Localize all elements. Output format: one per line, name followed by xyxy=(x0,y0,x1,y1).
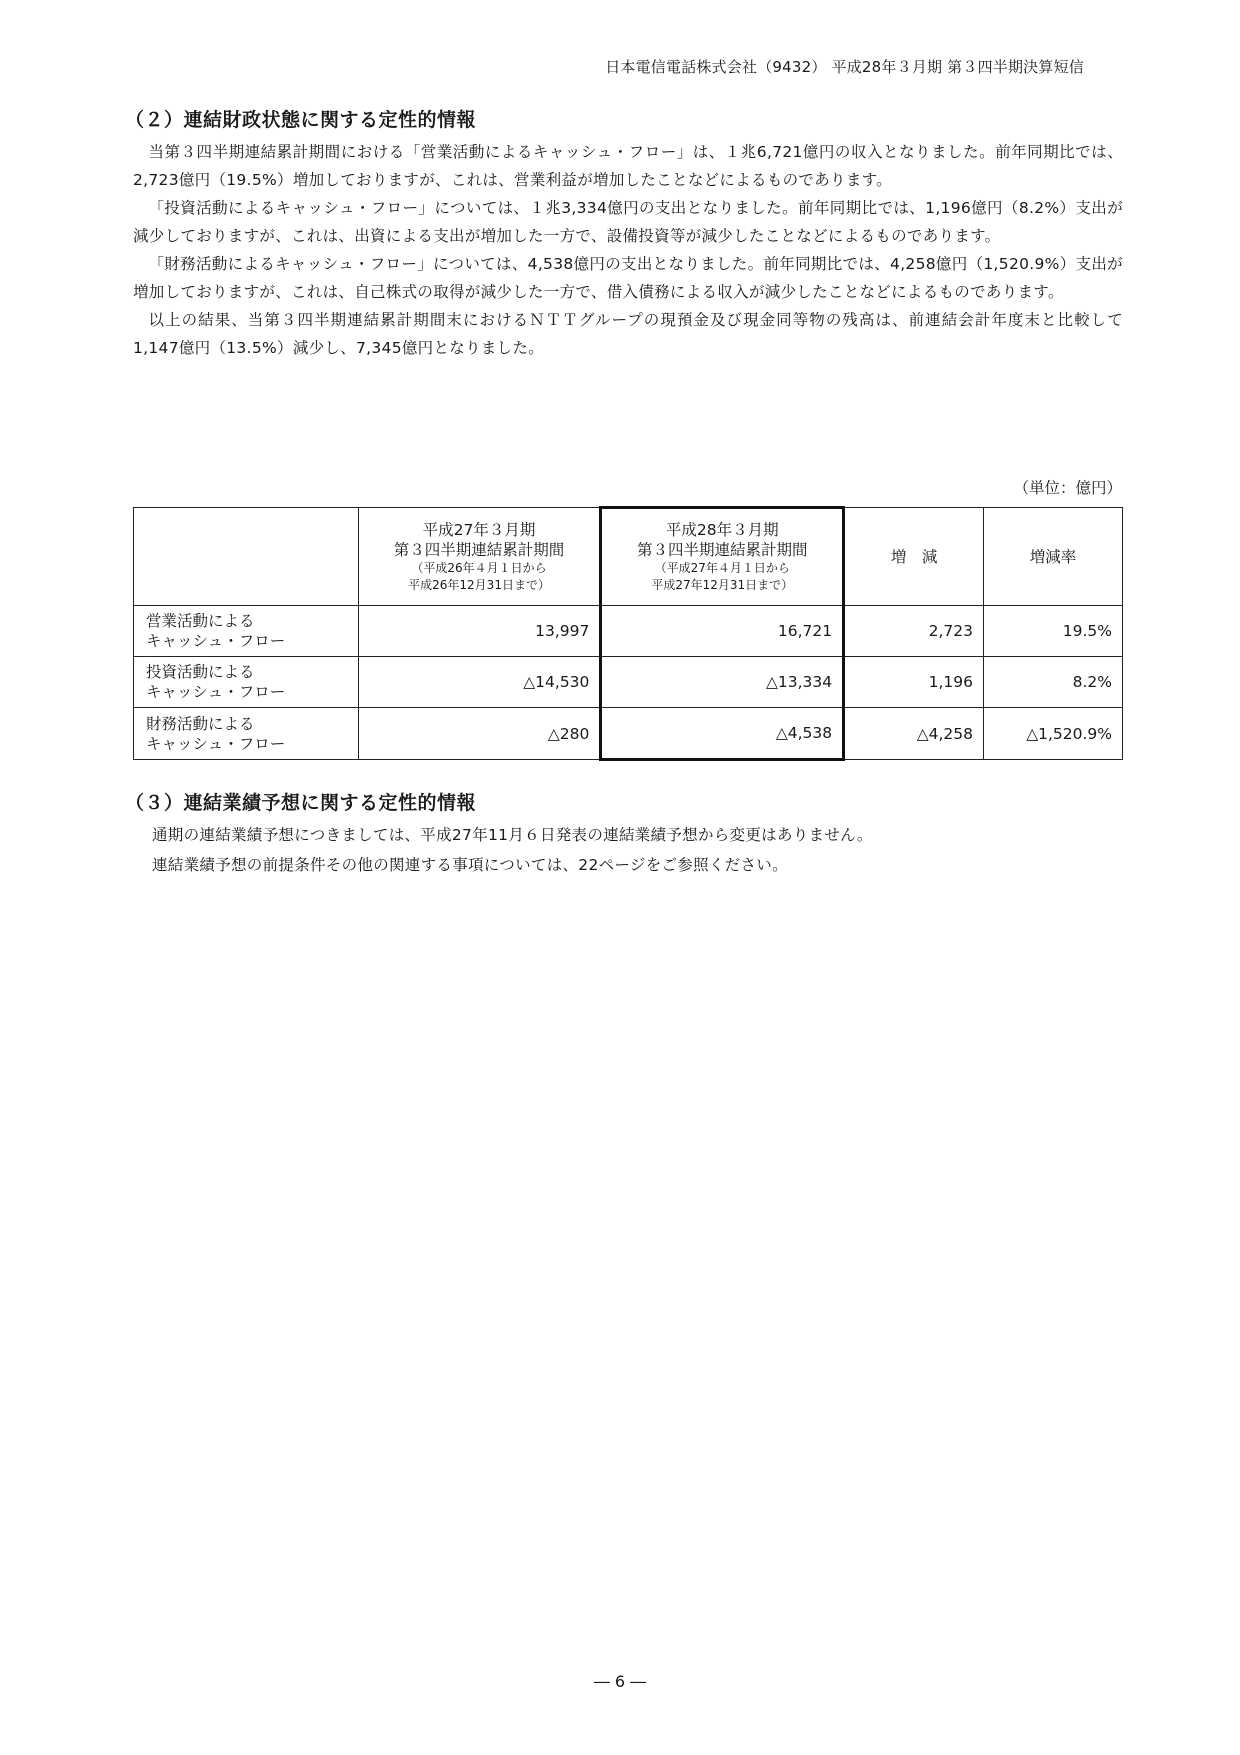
paragraph-investing-cf: 「投資活動によるキャッシュ・フロー」については、１兆3,334億円の支出となりました。前年同期比では、1,196億円（8.2%）支出が減少しておりますが、これは、出資による支出が増加した一方で、設備投資等が減少したことなどによるものであります。 xyxy=(133,199,1123,245)
document-header: 日本電信電話株式会社（9432） 平成28年３月期 第３四半期決算短信 xyxy=(605,58,1084,76)
header-prev-line1: 平成27年３月期 xyxy=(422,520,536,539)
cell-prev: 13,997 xyxy=(358,606,601,657)
header-prev-period xyxy=(358,508,601,606)
page-number: ― 6 ― xyxy=(593,1672,647,1691)
paragraph-cash-balance: 以上の結果、当第３四半期連結累計期間末におけるＮＴＴグループの現預金及び現金同等物の残高は、前連結会計年度末と比較して1,147億円（13.5%）減少し、7,345億円となりました。 xyxy=(133,311,1123,357)
header-curr-period xyxy=(601,508,844,606)
header-curr-line1: 平成28年３月期 xyxy=(665,521,779,539)
header-prev-sub2: 平成26年12月31日まで） xyxy=(408,577,550,592)
header-curr-sub1: （平成27年４月１日から xyxy=(654,561,790,575)
cell-rate: 8.2% xyxy=(984,657,1123,708)
table-row xyxy=(134,708,1123,760)
table-header-row xyxy=(134,508,1123,606)
header-curr-line2: 第３四半期連結累計期間 xyxy=(637,541,808,559)
header-prev-sub1: （平成26年４月１日から xyxy=(411,560,547,575)
cell-change: 1,196 xyxy=(844,657,984,708)
cell-change: 2,723 xyxy=(844,606,984,657)
section-3-title: （３）連結業績予想に関する定性的情報 xyxy=(125,792,477,814)
section-3-body xyxy=(152,820,1112,880)
row-label xyxy=(134,657,359,708)
header-prev-line2: 第３四半期連結累計期間 xyxy=(393,540,565,559)
section-2-body xyxy=(133,138,1123,362)
table-unit-label: （単位：億円） xyxy=(1013,479,1122,497)
forecast-line: 連結業績予想の前提条件その他の関連する事項については、22ページをご参照ください。 xyxy=(152,856,788,874)
section-2-title: （２）連結財政状態に関する定性的情報 xyxy=(125,109,477,131)
row-label-line1: 財務活動による xyxy=(146,714,255,733)
cell-curr: △4,538 xyxy=(601,708,844,760)
header-rate: 増減率 xyxy=(984,508,1123,606)
header-curr-sub2: 平成27年12月31日まで） xyxy=(651,578,794,592)
row-label-line1: 営業活動による xyxy=(146,612,255,630)
table-row xyxy=(134,657,1123,708)
cell-prev: △14,530 xyxy=(358,657,601,708)
row-label-line2: キャッシュ・フロー xyxy=(146,734,286,753)
cell-rate: 19.5% xyxy=(984,606,1123,657)
cash-flow-table xyxy=(133,506,1123,761)
header-blank-cell xyxy=(134,508,359,606)
paragraph-financing-cf: 「財務活動によるキャッシュ・フロー」については、4,538億円の支出となりました。前年同期比では、4,258億円（1,520.9%）支出が増加しておりますが、これは、自己株式の取得が減少した一方で、借入債務による収入が減少したことなどによるものであります。 xyxy=(133,255,1123,301)
row-label-line1: 投資活動による xyxy=(146,663,255,681)
row-label-line2: キャッシュ・フロー xyxy=(146,632,286,650)
cell-change: △4,258 xyxy=(844,708,984,760)
row-label xyxy=(134,708,359,760)
row-label-line2: キャッシュ・フロー xyxy=(146,683,286,701)
header-change: 増 減 xyxy=(844,508,984,606)
cell-prev: △280 xyxy=(358,708,601,760)
cell-rate: △1,520.9% xyxy=(984,708,1123,760)
paragraph-operating-cf: 当第３四半期連結累計期間における「営業活動によるキャッシュ・フロー」は、１兆6,721億円の収入となりました。前年同期比では、2,723億円（19.5%）増加しておりますが、これは、営業利益が増加したことなどによるものであります。 xyxy=(133,143,1123,189)
cell-curr: △13,334 xyxy=(601,657,844,708)
table-row xyxy=(134,606,1123,657)
row-label xyxy=(134,606,359,657)
cell-curr: 16,721 xyxy=(601,606,844,657)
forecast-line: 通期の連結業績予想につきましては、平成27年11月６日発表の連結業績予想から変更はありません。 xyxy=(152,826,873,844)
